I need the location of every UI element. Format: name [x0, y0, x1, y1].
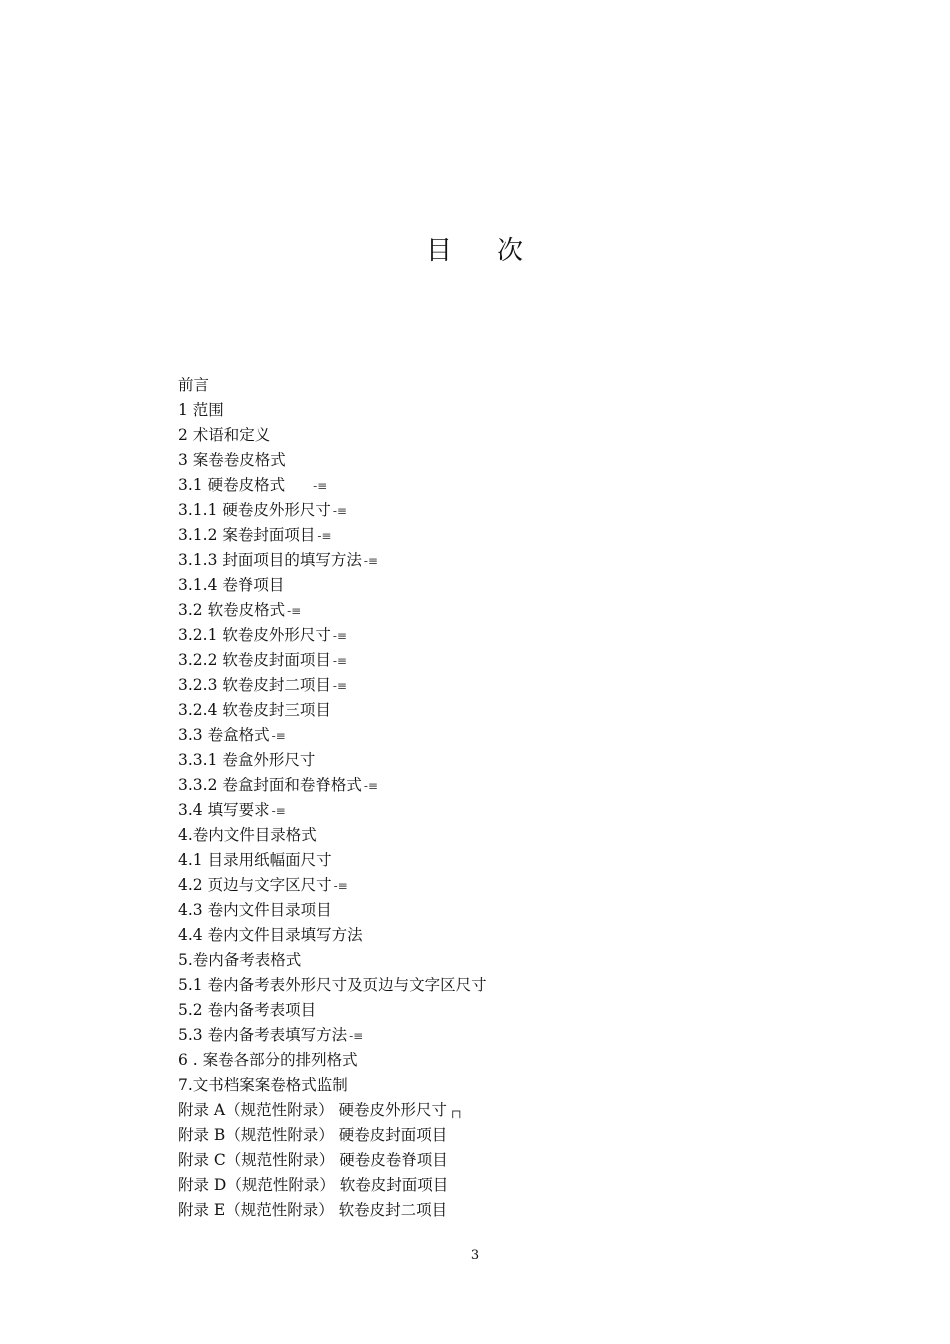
toc-item: [178, 1198, 778, 1223]
toc-item-text: 4.3 卷内文件目录项目: [178, 901, 332, 919]
toc-item-text: 4.1 目录用纸幅面尺寸: [178, 851, 332, 869]
toc-item-text: 5.卷内备考表格式: [178, 951, 302, 969]
toc-item-text: 3.2.4 软卷皮封三项目: [178, 701, 331, 719]
toc-item: [178, 498, 778, 523]
toc-item-text: 4.4 卷内文件目录填写方法: [178, 926, 363, 944]
toc-item: [178, 773, 778, 798]
toc-item-text: 5.1 卷内备考表外形尺寸及页边与文字区尺寸: [178, 976, 487, 994]
page-title: [0, 230, 950, 267]
toc-item: [178, 1048, 778, 1073]
toc-item: [178, 698, 778, 723]
toc-item-mark: ┌┐: [449, 1104, 464, 1118]
toc-item-mark: -≡: [271, 729, 286, 743]
toc-item-text: 附录 B（规范性附录） 硬卷皮封面项目: [178, 1126, 448, 1144]
toc-item: [178, 598, 778, 623]
toc-item-text: 附录 A（规范性附录） 硬卷皮外形尺寸: [178, 1101, 448, 1119]
toc-item-text: 3.3 卷盒格式: [178, 726, 270, 744]
toc-item-text: 3.2.2 软卷皮封面项目: [178, 651, 331, 669]
toc-item-mark: -≡: [317, 529, 332, 543]
toc-item: [178, 1148, 778, 1173]
toc-item: [178, 398, 778, 423]
toc-item: [178, 448, 778, 473]
toc-item: [178, 798, 778, 823]
toc-item: [178, 748, 778, 773]
toc-item-text: 3 案卷卷皮格式: [178, 451, 286, 469]
toc-item: [178, 998, 778, 1023]
toc-item-mark: -≡: [332, 679, 347, 693]
toc-item-text: 3.2 软卷皮格式: [178, 601, 286, 619]
toc-item: [178, 548, 778, 573]
toc-item-text: 3.3.2 卷盒封面和卷脊格式: [178, 776, 362, 794]
toc-item: [178, 723, 778, 748]
toc-item: [178, 1073, 778, 1098]
table-of-contents: [178, 373, 778, 1223]
toc-item: [178, 973, 778, 998]
toc-item-text: 3.1 硬卷皮格式: [178, 476, 286, 494]
toc-item-text: 5.3 卷内备考表填写方法: [178, 1026, 348, 1044]
toc-item: [178, 623, 778, 648]
toc-item-mark: -≡: [333, 879, 348, 893]
toc-item-text: 附录 D（规范性附录） 软卷皮封面项目: [178, 1176, 449, 1194]
toc-item: [178, 573, 778, 598]
toc-item-mark: -≡: [287, 604, 302, 618]
toc-item-text: 5.2 卷内备考表项目: [178, 1001, 317, 1019]
toc-item-text: 前言: [178, 376, 210, 394]
toc-item-text: 3.1.3 封面项目的填写方法: [178, 551, 362, 569]
toc-item: [178, 673, 778, 698]
toc-item-mark: -≡: [313, 479, 328, 493]
toc-item-text: 2 术语和定义: [178, 426, 271, 444]
toc-item-mark: -≡: [349, 1029, 364, 1043]
toc-item-text: 3.2.3 软卷皮封二项目: [178, 676, 331, 694]
page-number: 3: [470, 1248, 480, 1263]
toc-item-text: 附录 C（规范性附录） 硬卷皮卷脊项目: [178, 1151, 448, 1169]
toc-item: [178, 823, 778, 848]
toc-item-text: 7.文书档案案卷格式监制: [178, 1076, 348, 1094]
toc-item-mark: -≡: [271, 804, 286, 818]
toc-item-text: 3.2.1 软卷皮外形尺寸: [178, 626, 331, 644]
toc-item: [178, 423, 778, 448]
toc-item-text: 3.1.4 卷脊项目: [178, 576, 285, 594]
toc-item: [178, 1173, 778, 1198]
toc-item-text: 3.1.1 硬卷皮外形尺寸: [178, 501, 331, 519]
toc-item: [178, 848, 778, 873]
toc-item-mark: -≡: [332, 504, 347, 518]
toc-item-text: 1 范围: [178, 401, 224, 419]
toc-item: [178, 948, 778, 973]
toc-item: [178, 523, 778, 548]
toc-item: [178, 873, 778, 898]
toc-item: [178, 923, 778, 948]
title-char-2: 次: [497, 236, 525, 266]
toc-item: [178, 1098, 778, 1123]
toc-item-mark: -≡: [363, 779, 378, 793]
toc-item-mark: -≡: [332, 654, 347, 668]
toc-item-mark: -≡: [363, 554, 378, 568]
title-char-1: 目: [425, 236, 453, 266]
toc-item: [178, 648, 778, 673]
toc-item-text: 4.卷内文件目录格式: [178, 826, 317, 844]
toc-item-text: 4.2 页边与文字区尺寸: [178, 876, 332, 894]
toc-item-text: 3.4 填写要求: [178, 801, 270, 819]
toc-item: [178, 898, 778, 923]
toc-item-text: 3.1.2 案卷封面项目: [178, 526, 316, 544]
toc-item: [178, 473, 778, 498]
toc-item: [178, 373, 778, 398]
toc-item-mark: -≡: [332, 629, 347, 643]
toc-item: [178, 1123, 778, 1148]
toc-item-text: 3.3.1 卷盒外形尺寸: [178, 751, 316, 769]
toc-item-text: 6 . 案卷各部分的排列格式: [178, 1051, 358, 1069]
toc-item: [178, 1023, 778, 1048]
toc-item-text: 附录 E（规范性附录） 软卷皮封二项目: [178, 1201, 448, 1219]
